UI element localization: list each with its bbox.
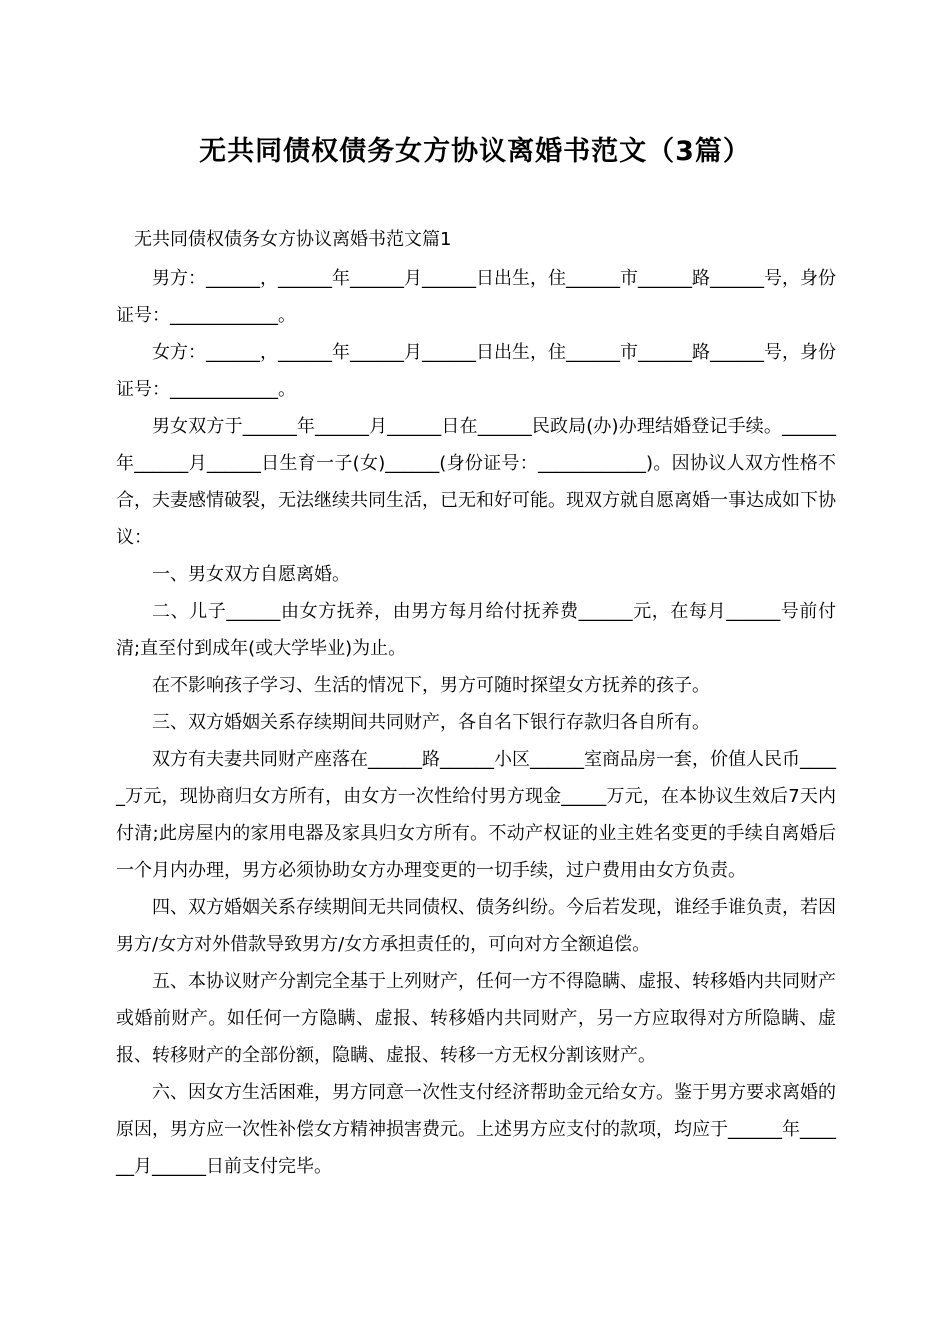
paragraph-clause-2: 二、儿子______由女方抚养，由男方每月给付抚养费______元，在每月______号前付清;直至付到成年(或大学毕业)为止。 [116, 601, 836, 659]
document-body [116, 260, 836, 1185]
document-title: 无共同债权债务女方协议离婚书范文（3篇） [199, 136, 751, 167]
paragraph-clause-5: 五、本协议财产分割完全基于上列财产，任何一方不得隐瞒、虚报、转移婚内共同财产或婚前财产。如任何一方隐瞒、虚报、转移婚内共同财产，另一方应取得对方所隐瞒、虚报、转移财产的全部份额，隐瞒、虚报、转移一方无权分割该财产。 [116, 971, 836, 1066]
section-heading: 无共同债权债务女方协议离婚书范文篇1 [134, 229, 452, 250]
paragraph-clause-4: 四、双方婚姻关系存续期间无共同债权、债务纠纷。今后若发现，谁经手谁负责，若因男方/女方对外借款导致男方/女方承担责任的，可向对方全额追偿。 [116, 897, 836, 955]
paragraph-clause-3: 三、双方婚姻关系存续期间共同财产，各自名下银行存款归各自所有。 [152, 712, 710, 733]
paragraph-marriage-background: 男女双方于______年______月______日在______民政局(办)办理结婚登记手续。______年______月______日生育一子(女)______(身份证号：____________)。因协议人双方性格不合，夫妻感情破裂，无法继续共同生活，已无和好可能。现双方就自愿离婚一事达成如下协议： [116, 416, 836, 548]
paragraph-husband-info: 男方：______，______年______月______日出生，住______市______路______号，身份证号：____________。 [116, 268, 836, 326]
paragraph-wife-info: 女方：______，______年______月______日出生，住______市______路______号，身份证号：____________。 [116, 342, 836, 400]
paragraph-clause-1: 一、男女双方自愿离婚。 [152, 564, 350, 585]
paragraph-clause-6: 六、因女方生活困难，男方同意一次性支付经济帮助金元给女方。鉴于男方要求离婚的原因，男方应一次性补偿女方精神损害费元。上述男方应支付的款项，均应于______年______月______日前支付完毕。 [116, 1082, 836, 1177]
paragraph-property: 双方有夫妻共同财产座落在______路______小区______室商品房一套，价值人民币_____万元，现协商归女方所有，由女方一次性给付男方现金_____万元，在本协议生效后7天内付清;此房屋内的家用电器及家具归女方所有。不动产权证的业主姓名变更的手续自离婚后一个月内办理，男方必须协助女方办理变更的一切手续，过户费用由女方负责。 [116, 749, 836, 881]
paragraph-visitation: 在不影响孩子学习、生活的情况下，男方可随时探望女方抚养的孩子。 [152, 675, 710, 696]
